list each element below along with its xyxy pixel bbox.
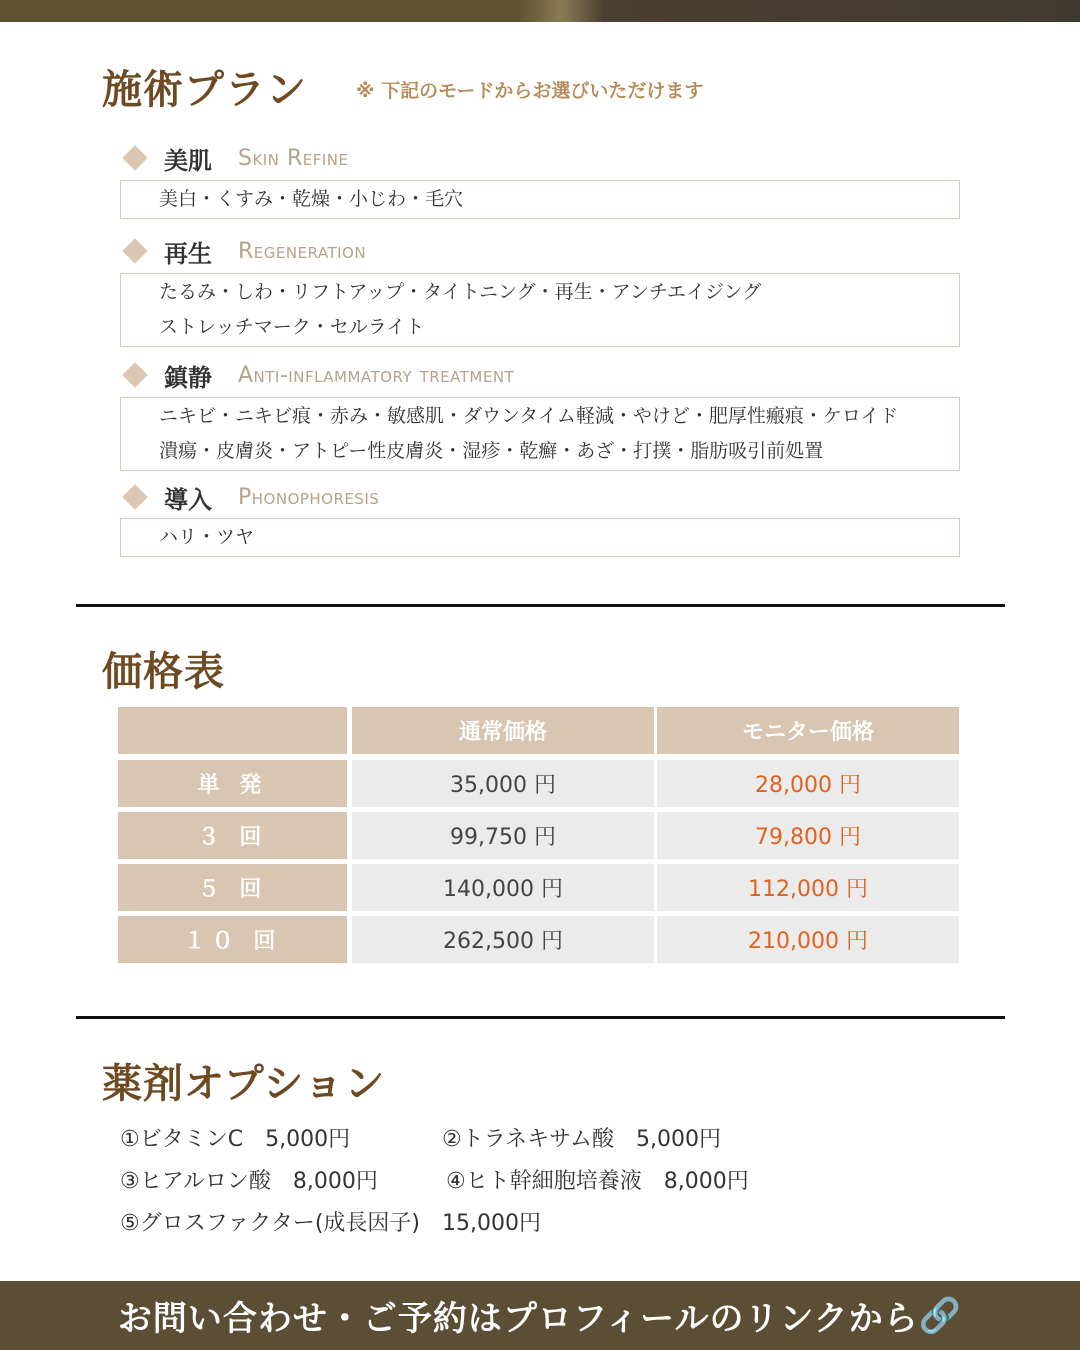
footer-banner [0,1281,1080,1350]
plans-note: ※ 下記のモードからお選びいただけます [356,80,704,102]
row-label: １０ 回 [118,916,347,963]
link-icon: 🔗 [918,1295,963,1336]
plan-english-name: Anti-inflammatory treatment [238,362,515,388]
normal-price: 35,000 円 [352,760,654,807]
plan-english-name: Skin Refine [238,145,349,171]
plan-header [120,477,379,517]
plan-english-name: Phonophoresis [238,484,380,510]
options-title: 薬剤オプション [102,1061,386,1107]
section-divider [76,1016,1005,1019]
table-header-blank [118,707,347,754]
plan-name: 鎮静 [164,363,212,392]
plan-details [120,180,960,219]
option-item: ③ヒアルロン酸 8,000円 [120,1169,378,1194]
option-item: ⑤グロスファクター(成長因子) 15,000円 [120,1211,541,1236]
row-label: ３ 回 [118,812,347,859]
monitor-price: 79,800 円 [657,812,959,859]
plan-header [120,355,514,395]
plan-english-name: Regeneration [238,238,367,264]
row-label: 単 発 [118,760,347,807]
table-header-normal: 通常価格 [352,707,654,754]
monitor-price: 210,000 円 [657,916,959,963]
plan-name: 美肌 [164,146,212,175]
row-label: ５ 回 [118,864,347,911]
plan-details [120,273,960,347]
plan-line: ニキビ・ニキビ痕・赤み・敏感肌・ダウンタイム軽減・やけど・肥厚性瘢痕・ケロイド [159,405,899,427]
monitor-price: 28,000 円 [657,760,959,807]
top-decor-bar [0,0,1080,22]
plan-name: 再生 [164,239,212,268]
plan-line: 美白・くすみ・乾燥・小じわ・毛穴 [159,188,464,210]
normal-price: 99,750 円 [352,812,654,859]
section-divider [76,604,1005,607]
plan-line: ハリ・ツヤ [159,526,255,548]
plans-title: 施術プラン [102,67,307,113]
plan-details [120,518,960,557]
option-item: ②トラネキサム酸 5,000円 [442,1127,721,1152]
option-item: ④ヒト幹細胞培養液 8,000円 [446,1169,749,1194]
diamond-icon [122,484,147,509]
plan-line: たるみ・しわ・リフトアップ・タイトニング・再生・アンチエイジング [159,281,762,303]
table-header-monitor: モニター価格 [657,707,959,754]
plan-name: 導入 [164,485,212,514]
price-title: 価格表 [102,649,225,695]
monitor-price: 112,000 円 [657,864,959,911]
plan-details [120,397,960,471]
plan-header [120,231,366,271]
plan-header [120,138,348,178]
option-item: ①ビタミンC 5,000円 [120,1127,351,1152]
plan-line: ストレッチマーク・セルライト [159,316,425,338]
footer-text: お問い合わせ・ご予約はプロフィールのリンクから [117,1299,919,1339]
normal-price: 262,500 円 [352,916,654,963]
normal-price: 140,000 円 [352,864,654,911]
plan-line: 潰瘍・皮膚炎・アトピー性皮膚炎・湿疹・乾癬・あざ・打撲・脂肪吸引前処置 [159,440,824,462]
diamond-icon [122,145,147,170]
diamond-icon [122,362,147,387]
diamond-icon [122,238,147,263]
